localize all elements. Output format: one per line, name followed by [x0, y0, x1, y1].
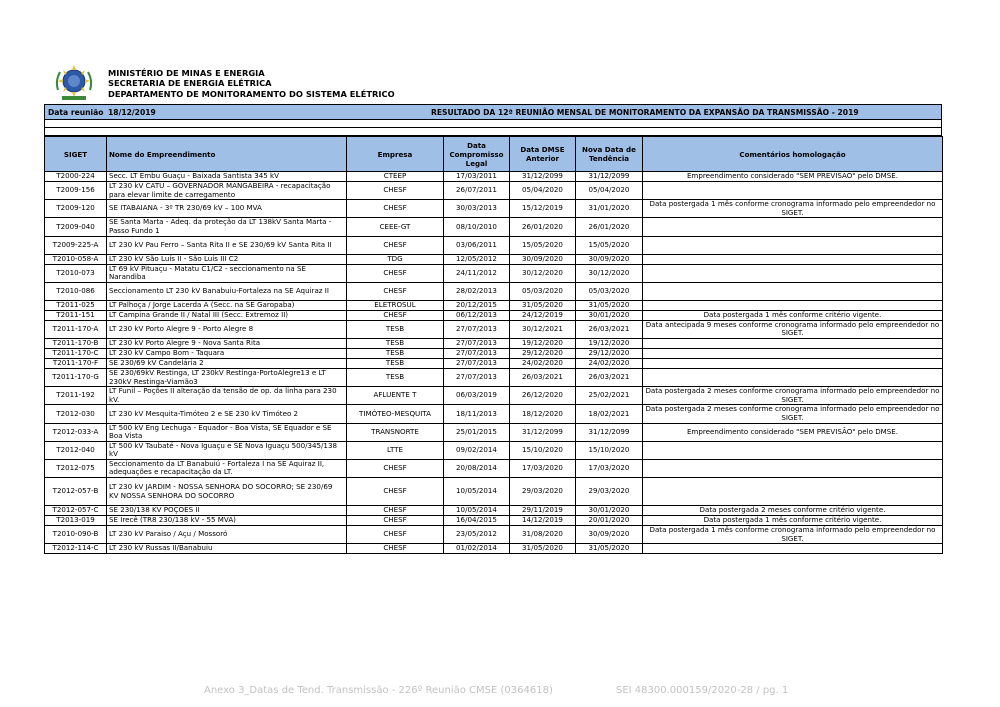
- cell-data-compromisso: 27/07/2013: [444, 320, 510, 338]
- cell-empresa: TIMÓTEO-MESQUITA: [347, 405, 444, 423]
- cell-empresa: CHESF: [347, 526, 444, 544]
- cell-nova-data: 31/01/2020: [576, 200, 643, 218]
- cell-data-dmse: 26/01/2020: [510, 218, 576, 236]
- cell-siget: T2012-075: [45, 459, 107, 477]
- cell-comentarios: [643, 358, 943, 368]
- cell-data-compromisso: 27/07/2013: [444, 368, 510, 386]
- cell-nova-data: 30/12/2020: [576, 264, 643, 282]
- table-row: [45, 200, 943, 218]
- table-row: [45, 282, 943, 300]
- table-row: [45, 441, 943, 459]
- cell-nome: SE Irecê (TR8 230/138 kV - 55 MVA): [107, 516, 347, 526]
- cell-siget: T2011-170-C: [45, 348, 107, 358]
- cell-nova-data: 30/09/2020: [576, 526, 643, 544]
- cell-comentarios: [643, 348, 943, 358]
- cell-nome: LT 230 kV Paraiso / Açu / Mossoró: [107, 526, 347, 544]
- cell-data-dmse: 29/11/2019: [510, 506, 576, 516]
- cell-siget: T2012-114-C: [45, 544, 107, 554]
- cell-nova-data: 31/12/2099: [576, 423, 643, 441]
- blank-row: [44, 120, 942, 128]
- cell-data-compromisso: 18/11/2013: [444, 405, 510, 423]
- cell-data-dmse: 30/12/2021: [510, 320, 576, 338]
- header-row: [45, 137, 943, 172]
- cell-comentarios: [643, 459, 943, 477]
- cell-nova-data: 30/09/2020: [576, 254, 643, 264]
- cell-nome: LT 500 kV Taubaté - Nova Iguaçu e SE Nova Iguaçu 500/345/138 kV: [107, 441, 347, 459]
- cell-comentarios: Empreendimento considerado "SEM PREVISÃO" pelo DMSE.: [643, 423, 943, 441]
- cell-nome: LT Palhoça / Jorge Lacerda A (Secc. na SE Garopaba): [107, 300, 347, 310]
- cell-siget: T2011-170-B: [45, 338, 107, 348]
- cell-empresa: CHESF: [347, 264, 444, 282]
- cell-comentarios: Data postergada 1 mês conforme critério vigente.: [643, 310, 943, 320]
- cell-data-compromisso: 09/02/2014: [444, 441, 510, 459]
- cell-nome: LT 69 kV Pituaçu - Matatu C1/C2 - seccionamento na SE Narandiba: [107, 264, 347, 282]
- cell-data-compromisso: 20/12/2015: [444, 300, 510, 310]
- cell-nova-data: 18/02/2021: [576, 405, 643, 423]
- cell-comentarios: [643, 544, 943, 554]
- table-row: [45, 182, 943, 200]
- department-name: DEPARTAMENTO DE MONITORAMENTO DO SISTEMA ELÉTRICO: [108, 88, 395, 99]
- cell-nome: LT Campina Grande II / Natal III (Secc. Extremoz II): [107, 310, 347, 320]
- cell-nova-data: 26/03/2021: [576, 320, 643, 338]
- cell-nome: Secc. LT Embu Guaçu - Baixada Santista 345 kV: [107, 172, 347, 182]
- cell-nova-data: 26/01/2020: [576, 218, 643, 236]
- cell-nova-data: 30/01/2020: [576, 506, 643, 516]
- ministry-name: MINISTÉRIO DE MINAS E ENERGIA: [108, 68, 265, 78]
- cell-nome: LT 230 kV Campo Bom - Taquara: [107, 348, 347, 358]
- cell-data-compromisso: 10/05/2014: [444, 478, 510, 506]
- footer-sei-reference: SEI 48300.000159/2020-28 / pg. 1: [616, 685, 789, 696]
- cell-empresa: CHESF: [347, 282, 444, 300]
- cell-comentarios: [643, 218, 943, 236]
- cell-empresa: TRANSNORTE: [347, 423, 444, 441]
- cell-empresa: CHESF: [347, 236, 444, 254]
- cell-empresa: LTTE: [347, 441, 444, 459]
- cell-siget: T2011-170-A: [45, 320, 107, 338]
- cell-data-compromisso: 03/06/2011: [444, 236, 510, 254]
- cell-data-compromisso: 06/12/2013: [444, 310, 510, 320]
- cell-empresa: CHESF: [347, 506, 444, 516]
- cell-nome: LT 230 kV Russas II/Banabuiu: [107, 544, 347, 554]
- cell-data-dmse: 19/12/2020: [510, 338, 576, 348]
- cell-data-compromisso: 06/03/2019: [444, 387, 510, 405]
- coat-of-arms-logo: [52, 63, 96, 103]
- cell-comentarios: Data postergada 1 mês conforme cronograma informado pelo empreendedor no SIGET.: [643, 526, 943, 544]
- cell-data-compromisso: 12/05/2012: [444, 254, 510, 264]
- cell-nome: Seccionamento LT 230 kV Banabuiu-Fortaleza na SE Aquiraz II: [107, 282, 347, 300]
- cell-comentarios: [643, 254, 943, 264]
- cell-data-compromisso: 30/03/2013: [444, 200, 510, 218]
- cell-data-compromisso: 16/04/2015: [444, 516, 510, 526]
- meeting-date: 18/12/2019: [108, 108, 156, 117]
- cell-empresa: CHESF: [347, 459, 444, 477]
- cell-nome: SE Santa Marta - Adeq. da proteção da LT 138kV Santa Marta - Passo Fundo 1: [107, 218, 347, 236]
- cell-data-dmse: 30/09/2020: [510, 254, 576, 264]
- table-row: [45, 236, 943, 254]
- cell-empresa: CTEEP: [347, 172, 444, 182]
- cell-comentarios: Data antecipada 9 meses conforme cronograma informado pelo empreendedor no SIGET.: [643, 320, 943, 338]
- meeting-date-label: Data reunião: [48, 108, 104, 117]
- cell-empresa: TDG: [347, 254, 444, 264]
- cell-comentarios: [643, 182, 943, 200]
- cell-nome: LT 230 kV JARDIM - NOSSA SENHORA DO SOCORRO; SE 230/69 KV NOSSA SENHORA DO SOCORRO: [107, 478, 347, 506]
- col-nome: Nome do Empreendimento: [107, 137, 347, 172]
- col-data-compromisso: Data Compromisso Legal: [444, 137, 510, 172]
- cell-nova-data: 05/04/2020: [576, 182, 643, 200]
- cell-nova-data: 20/01/2020: [576, 516, 643, 526]
- table-row: [45, 310, 943, 320]
- cell-nova-data: 29/12/2020: [576, 348, 643, 358]
- cell-data-compromisso: 27/07/2013: [444, 338, 510, 348]
- cell-nova-data: 31/12/2099: [576, 172, 643, 182]
- cell-nome: LT 230 kV Pau Ferro – Santa Rita II e SE 230/69 kV Santa Rita II: [107, 236, 347, 254]
- cell-data-compromisso: 23/05/2012: [444, 526, 510, 544]
- cell-empresa: TESB: [347, 368, 444, 386]
- cell-siget: T2010-073: [45, 264, 107, 282]
- table-row: [45, 516, 943, 526]
- blank-row-2: [44, 128, 942, 136]
- table-row: [45, 526, 943, 544]
- cell-nome: SE 230/138 KV POÇÕES II: [107, 506, 347, 516]
- cell-nova-data: 05/03/2020: [576, 282, 643, 300]
- table-row: [45, 459, 943, 477]
- cell-empresa: AFLUENTE T: [347, 387, 444, 405]
- cell-data-dmse: 26/03/2021: [510, 368, 576, 386]
- cell-empresa: TESB: [347, 358, 444, 368]
- cell-comentarios: [643, 236, 943, 254]
- cell-siget: T2011-151: [45, 310, 107, 320]
- col-nova-data: Nova Data de Tendência: [576, 137, 643, 172]
- cell-siget: T2011-170-F: [45, 358, 107, 368]
- cell-data-dmse: 05/03/2020: [510, 282, 576, 300]
- cell-data-dmse: 15/10/2020: [510, 441, 576, 459]
- cell-data-compromisso: 26/07/2011: [444, 182, 510, 200]
- cell-data-dmse: 31/08/2020: [510, 526, 576, 544]
- cell-comentarios: [643, 441, 943, 459]
- cell-comentarios: Data postergada 1 mês conforme critério vigente.: [643, 516, 943, 526]
- cell-nova-data: 15/05/2020: [576, 236, 643, 254]
- cell-siget: T2009-120: [45, 200, 107, 218]
- cell-nome: Seccionamento da LT Banabuiú - Fortaleza I na SE Aquiraz II, adequações e recapacitação da LT.: [107, 459, 347, 477]
- col-empresa: Empresa: [347, 137, 444, 172]
- header-block: [108, 68, 395, 99]
- cell-nova-data: 31/05/2020: [576, 300, 643, 310]
- cell-comentarios: [643, 264, 943, 282]
- cell-siget: T2012-033-A: [45, 423, 107, 441]
- cell-data-compromisso: 10/05/2014: [444, 506, 510, 516]
- cell-siget: T2000-224: [45, 172, 107, 182]
- cell-data-compromisso: 01/02/2014: [444, 544, 510, 554]
- cell-data-dmse: 24/02/2020: [510, 358, 576, 368]
- cell-siget: T2011-192: [45, 387, 107, 405]
- cell-nome: LT 230 kV Porto Alegre 9 - Nova Santa Rita: [107, 338, 347, 348]
- cell-data-compromisso: 28/02/2013: [444, 282, 510, 300]
- meeting-title: RESULTADO DA 12ª REUNIÃO MENSAL DE MONITORAMENTO DA EXPANSÃO DA TRANSMISSÃO - 2019: [431, 108, 859, 117]
- table-row: [45, 387, 943, 405]
- cell-empresa: CHESF: [347, 516, 444, 526]
- cell-empresa: CHESF: [347, 544, 444, 554]
- cell-nova-data: 19/12/2020: [576, 338, 643, 348]
- table-row: [45, 218, 943, 236]
- cell-nome: LT 500 kV Eng Lechuga - Equador - Boa Vista, SE Equador e SE Boa Vista: [107, 423, 347, 441]
- cell-siget: T2009-156: [45, 182, 107, 200]
- table-row: [45, 368, 943, 386]
- cell-empresa: TESB: [347, 338, 444, 348]
- cell-nome: LT Funil – Poções II alteração da tensão de op. da linha para 230 kV.: [107, 387, 347, 405]
- cell-nova-data: 24/02/2020: [576, 358, 643, 368]
- cell-data-dmse: 29/03/2020: [510, 478, 576, 506]
- cell-siget: T2009-225-A: [45, 236, 107, 254]
- cell-nome: LT 230 kV São Luís II - São Luís III C2: [107, 254, 347, 264]
- cell-data-dmse: 24/12/2019: [510, 310, 576, 320]
- cell-nome: LT 230 kV CATU – GOVERNADOR MANGABEIRA - recapacitação para elevar limite de carregamento: [107, 182, 347, 200]
- cell-data-dmse: 29/12/2020: [510, 348, 576, 358]
- cell-data-dmse: 30/12/2020: [510, 264, 576, 282]
- cell-comentarios: Data postergada 2 meses conforme cronograma informado pelo empreendedor no SIGET.: [643, 405, 943, 423]
- table-row: [45, 506, 943, 516]
- cell-siget: T2010-086: [45, 282, 107, 300]
- cell-nome: LT 230 kV Mesquita-Timóteo 2 e SE 230 kV Timóteo 2: [107, 405, 347, 423]
- table-row: [45, 478, 943, 506]
- cell-nome: LT 230 kV Porto Alegre 9 - Porto Alegre 8: [107, 320, 347, 338]
- cell-data-dmse: 31/05/2020: [510, 544, 576, 554]
- table-row: [45, 254, 943, 264]
- table-row: [45, 320, 943, 338]
- cell-data-dmse: 15/12/2019: [510, 200, 576, 218]
- cell-nova-data: 30/01/2020: [576, 310, 643, 320]
- cell-siget: T2012-057-C: [45, 506, 107, 516]
- cell-siget: T2013-019: [45, 516, 107, 526]
- table-row: [45, 172, 943, 182]
- cell-data-compromisso: 27/07/2013: [444, 348, 510, 358]
- cell-nova-data: 25/02/2021: [576, 387, 643, 405]
- table-row: [45, 423, 943, 441]
- cell-siget: T2011-170-G: [45, 368, 107, 386]
- cell-siget: T2010-090-B: [45, 526, 107, 544]
- table-row: [45, 405, 943, 423]
- cell-comentarios: Empreendimento considerado "SEM PREVISÃO" pelo DMSE.: [643, 172, 943, 182]
- cell-data-dmse: 18/12/2020: [510, 405, 576, 423]
- cell-nome: SE 230/69kV Restinga, LT 230kV Restinga-PortoAlegre13 e LT 230kV Restinga-Viamão3: [107, 368, 347, 386]
- cell-nova-data: 31/05/2020: [576, 544, 643, 554]
- col-data-dmse: Data DMSE Anterior: [510, 137, 576, 172]
- cell-empresa: CHESF: [347, 200, 444, 218]
- table-row: [45, 338, 943, 348]
- cell-nova-data: 26/03/2021: [576, 368, 643, 386]
- cell-empresa: CHESF: [347, 182, 444, 200]
- cell-data-dmse: 31/05/2020: [510, 300, 576, 310]
- cell-nome: SE ITABAIANA - 3º TR 230/69 kV – 100 MVA: [107, 200, 347, 218]
- cell-empresa: CEEE-GT: [347, 218, 444, 236]
- col-comentarios: Comentários homologação: [643, 137, 943, 172]
- cell-empresa: CHESF: [347, 478, 444, 506]
- table-row: [45, 358, 943, 368]
- cell-nova-data: 15/10/2020: [576, 441, 643, 459]
- cell-nova-data: 29/03/2020: [576, 478, 643, 506]
- cell-comentarios: [643, 478, 943, 506]
- cell-empresa: TESB: [347, 320, 444, 338]
- cell-siget: T2012-057-B: [45, 478, 107, 506]
- table-row: [45, 264, 943, 282]
- cell-empresa: ELETROSUL: [347, 300, 444, 310]
- cell-nova-data: 17/03/2020: [576, 459, 643, 477]
- cell-siget: T2009-040: [45, 218, 107, 236]
- table-row: [45, 300, 943, 310]
- cell-nome: SE 230/69 kV Candelária 2: [107, 358, 347, 368]
- col-siget: SIGET: [45, 137, 107, 172]
- cell-siget: T2010-058-A: [45, 254, 107, 264]
- cell-data-dmse: 05/04/2020: [510, 182, 576, 200]
- meeting-info-bar: [44, 104, 942, 120]
- cell-empresa: TESB: [347, 348, 444, 358]
- cell-comentarios: [643, 300, 943, 310]
- transmission-table: [44, 136, 943, 554]
- cell-data-compromisso: 17/03/2011: [444, 172, 510, 182]
- cell-data-dmse: 14/12/2019: [510, 516, 576, 526]
- cell-data-compromisso: 25/01/2015: [444, 423, 510, 441]
- cell-comentarios: Data postergada 2 meses conforme cronograma informado pelo empreendedor no SIGET.: [643, 387, 943, 405]
- cell-data-compromisso: 24/11/2012: [444, 264, 510, 282]
- cell-data-compromisso: 08/10/2010: [444, 218, 510, 236]
- cell-data-dmse: 26/12/2020: [510, 387, 576, 405]
- secretariat-name: SECRETARIA DE ENERGIA ELÉTRICA: [108, 78, 272, 89]
- cell-siget: T2012-040: [45, 441, 107, 459]
- cell-comentarios: [643, 368, 943, 386]
- cell-empresa: CHESF: [347, 310, 444, 320]
- footer-document-name: Anexo 3_Datas de Tend. Transmissão - 226º Reunião CMSE (0364618): [204, 685, 553, 696]
- cell-siget: T2011-025: [45, 300, 107, 310]
- cell-comentarios: [643, 282, 943, 300]
- cell-data-dmse: 17/03/2020: [510, 459, 576, 477]
- cell-data-dmse: 31/12/2099: [510, 423, 576, 441]
- table-row: [45, 348, 943, 358]
- cell-data-compromisso: 27/07/2013: [444, 358, 510, 368]
- cell-comentarios: Data postergada 1 mês conforme cronograma informado pelo empreendedor no SIGET.: [643, 200, 943, 218]
- cell-siget: T2012-030: [45, 405, 107, 423]
- table-row: [45, 544, 943, 554]
- cell-data-dmse: 31/12/2099: [510, 172, 576, 182]
- cell-comentarios: [643, 338, 943, 348]
- cell-comentarios: Data postergada 2 meses conforme critério vigente.: [643, 506, 943, 516]
- cell-data-compromisso: 20/08/2014: [444, 459, 510, 477]
- cell-data-dmse: 15/05/2020: [510, 236, 576, 254]
